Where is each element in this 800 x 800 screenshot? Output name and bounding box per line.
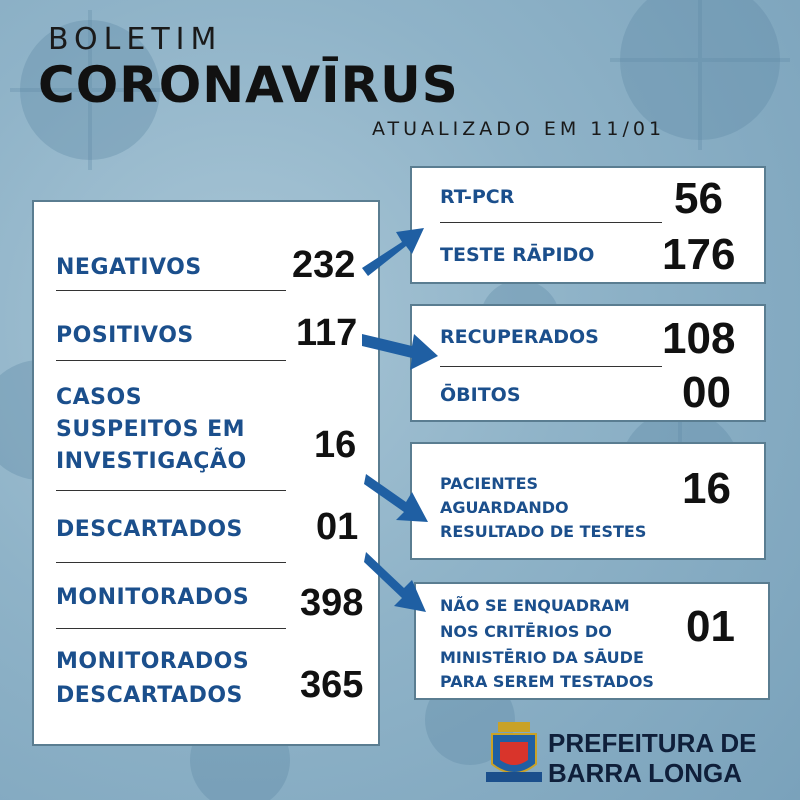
pending-label-line2: AGUARDANDO [440,498,569,517]
negativos-label: NEGATIVOS [56,255,202,280]
outcome-box [410,304,766,422]
criteria-label-line1: NÃO SE ENQUADRAM [440,596,630,615]
arrow-icon [360,324,440,374]
recuperados-value: 108 [662,314,736,363]
descartados-label: DESCARTADOS [56,517,243,542]
positivos-label: POSITIVOS [56,323,194,348]
rtpcr-label: RT-PCR [440,186,515,208]
obitos-label: ŌBITOS [440,384,521,406]
suspeitos-label-line3: INVESTIGAÇÃO [56,449,247,474]
monitorados-descartados-value: 365 [300,664,364,706]
teste-rapido-value: 176 [662,230,736,279]
criteria-label-line4: PARA SEREM TESTADOS [440,672,654,691]
arrow-icon [362,548,432,618]
teste-rapido-label: TESTE RĀPIDO [440,244,595,266]
divider [56,628,286,629]
criteria-label-line2: NOS CRITĒRIOS DO [440,622,612,641]
divider [56,290,286,291]
monitorados-descartados-line2: DESCARTADOS [56,683,243,708]
divider [56,562,286,563]
recuperados-label: RECUPERADOS [440,326,599,348]
arrow-icon [358,220,428,280]
updated-date: ATUALIZADO EM 11/01 [372,118,666,140]
title-coronavirus: CORONAVĪRUS [38,56,459,114]
monitorados-descartados-line1: MONITORADOS [56,649,250,674]
arrow-icon [362,470,432,530]
prefeitura-line2: BARRA LONGA [548,758,743,788]
criteria-box [414,582,770,700]
obitos-value: 00 [682,368,731,417]
divider [440,366,662,367]
pending-label-line1: PACIENTES [440,474,539,493]
prefeitura-name [548,728,757,788]
descartados-value: 01 [316,506,359,548]
divider [56,490,286,491]
title-boletim: BOLETIM [48,22,223,57]
pending-box [410,442,766,560]
divider [440,222,662,223]
criteria-label-line3: MINISTĒRIO DA SĀUDE [440,648,644,667]
positivos-value: 117 [296,312,358,354]
left-stats-panel [32,200,380,746]
suspeitos-value: 16 [314,424,357,466]
pending-value: 16 [682,464,731,513]
barra-longa-crest-icon [484,720,544,790]
pending-label-line3: RESULTADO DE TESTES [440,522,647,541]
monitorados-label: MONITORADOS [56,585,250,610]
rtpcr-value: 56 [674,174,723,223]
suspeitos-label-line2: SUSPEITOS EM [56,417,246,442]
prefeitura-line1: PREFEITURA DE [548,728,757,758]
tests-box [410,166,766,284]
divider [56,360,286,361]
monitorados-value: 398 [300,582,364,624]
negativos-value: 232 [292,244,356,286]
suspeitos-label-line1: CASOS [56,385,143,410]
criteria-value: 01 [686,602,735,651]
